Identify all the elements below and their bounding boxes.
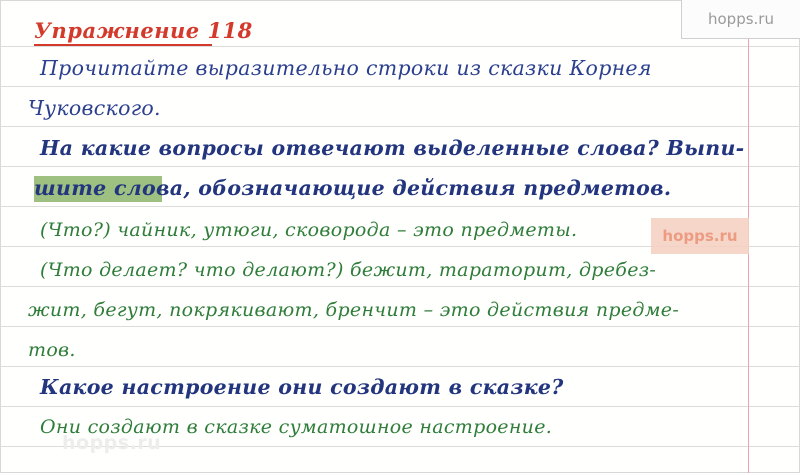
- corner-watermark-label: hopps.ru: [708, 10, 774, 28]
- rule-line: [0, 406, 800, 407]
- answer-line-1: (Что?) чайник, утюги, сковорода – это предметы.: [40, 219, 578, 241]
- faint-watermark: hopps.ru: [62, 432, 162, 454]
- pink-watermark-label: hopps.ru: [662, 227, 738, 245]
- pink-watermark: [651, 218, 749, 254]
- final-answer-line: Они создают в сказке суматошное настроение.: [40, 416, 553, 438]
- answer-line-2: (Что делает? что делают?) бежит, тараторит, дребез-: [40, 259, 657, 281]
- answer-line-4: тов.: [28, 339, 76, 361]
- task-line-4: шите слова, обозначающие действия предметов.: [34, 176, 672, 200]
- task-line-1: Прочитайте выразительно строки из сказки Корнея: [40, 56, 652, 80]
- rule-line: [0, 126, 800, 127]
- rule-line: [0, 366, 800, 367]
- task-line-3: На какие вопросы отвечают выделенные слова? Выпи-: [40, 136, 745, 160]
- rule-line: [0, 326, 800, 327]
- rule-line: [0, 206, 800, 207]
- question-line: Какое настроение они создают в сказке?: [40, 375, 564, 399]
- rule-line: [0, 166, 800, 167]
- rule-line: [0, 286, 800, 287]
- rule-line: [0, 86, 800, 87]
- exercise-title: Упражнение 118: [34, 18, 253, 43]
- task-line-2: Чуковского.: [28, 96, 161, 120]
- rule-line: [0, 46, 800, 47]
- answer-line-3: жит, бегут, покрякивают, бренчит – это действия предме-: [28, 299, 680, 321]
- title-underline: [34, 44, 212, 46]
- corner-watermark: [681, 0, 800, 39]
